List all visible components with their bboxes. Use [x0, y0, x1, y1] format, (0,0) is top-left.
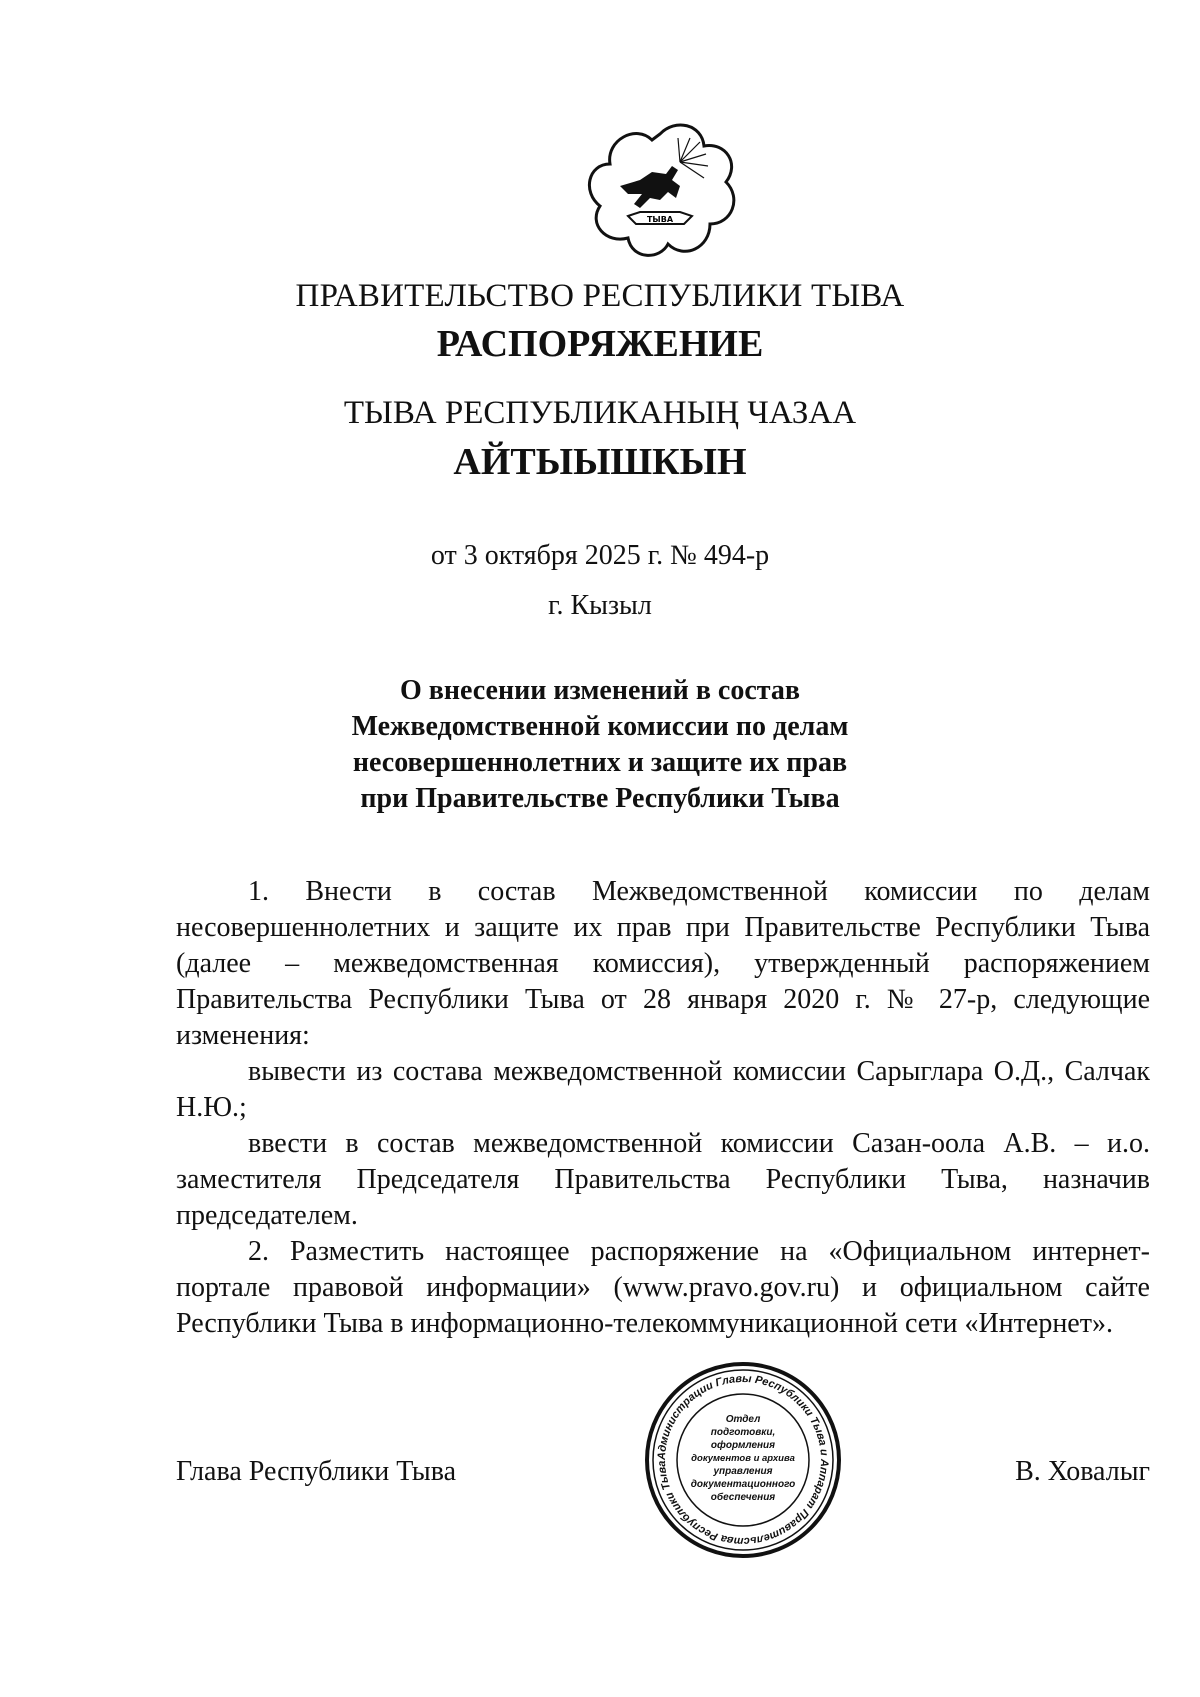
- document-body: [176, 874, 1150, 1342]
- tuva-coat-of-arms-icon: [580, 120, 740, 270]
- title-line: несовершеннолетних и защите их прав: [352, 747, 848, 778]
- stamp-line: Отдел: [725, 1414, 761, 1425]
- government-title-ru: ПРАВИТЕЛЬСТВО РЕСПУБЛИКИ ТЫВА: [295, 278, 905, 314]
- official-stamp: [643, 1360, 843, 1560]
- paragraph-4: 2. Разместить настоящее распоряжение на «Официальном интернет-портале правовой информации» (www.pravo.gov.ru) и официальном сайте Республики Тыва в информационно-телекоммуникационной сети «Интернет».: [176, 1236, 1150, 1339]
- signatory-position: Глава Республики Тыва: [176, 1456, 457, 1487]
- stamp-line: подготовки,: [710, 1427, 776, 1438]
- title-line: О внесении изменений в состав: [399, 675, 801, 706]
- title-line: при Правительстве Республики Тыва: [360, 783, 840, 814]
- document-date-number: от 3 октября 2025 г. № 494-р: [430, 540, 770, 571]
- document-type-tyv: АЙТЫЫШКЫН: [453, 441, 747, 483]
- document-type-ru: РАСПОРЯЖЕНИЕ: [436, 323, 764, 365]
- emblem-ribbon-text: ТЫВА: [646, 215, 674, 224]
- title-line: Межведомственной комиссии по делам: [351, 711, 849, 742]
- signatory-name: В. Ховалыг: [1015, 1456, 1150, 1487]
- stamp-line: обеспечения: [710, 1492, 776, 1503]
- paragraph-2: вывести из состава межведомственной комиссии Сарыглара О.Д., Салчак Н.Ю.;: [176, 1056, 1150, 1123]
- stamp-line: документов и архива: [691, 1453, 795, 1464]
- stamp-line: управления: [713, 1466, 773, 1477]
- paragraph-3: ввести в состав межведомственной комиссии Сазан-оола А.В. – и.о. заместителя Председателя Правительства Республики Тыва, назначив председателем.: [176, 1128, 1150, 1231]
- stamp-line: оформления: [710, 1440, 776, 1451]
- stamp-line: документационного: [690, 1479, 796, 1490]
- document-title: [0, 673, 1200, 817]
- stamp-ring-text: Администрации Главы Республики Тыва и Аппарат Правительства Республики Тыва: [655, 1372, 831, 1548]
- paragraph-1: 1. Внести в состав Межведомственной комиссии по делам несовершеннолетних и защите их прав при Правительстве Республики Тыва (далее – межведомственная комиссия), утвержденный распоряжением Правительства Республики Тыва от 28 января 2020 г. № 27-р, следующие изменения:: [176, 876, 1150, 1051]
- government-title-tyv: ТЫВА РЕСПУБЛИКАНЫҢ ЧАЗАА: [343, 395, 857, 431]
- document-city: г. Кызыл: [548, 590, 652, 621]
